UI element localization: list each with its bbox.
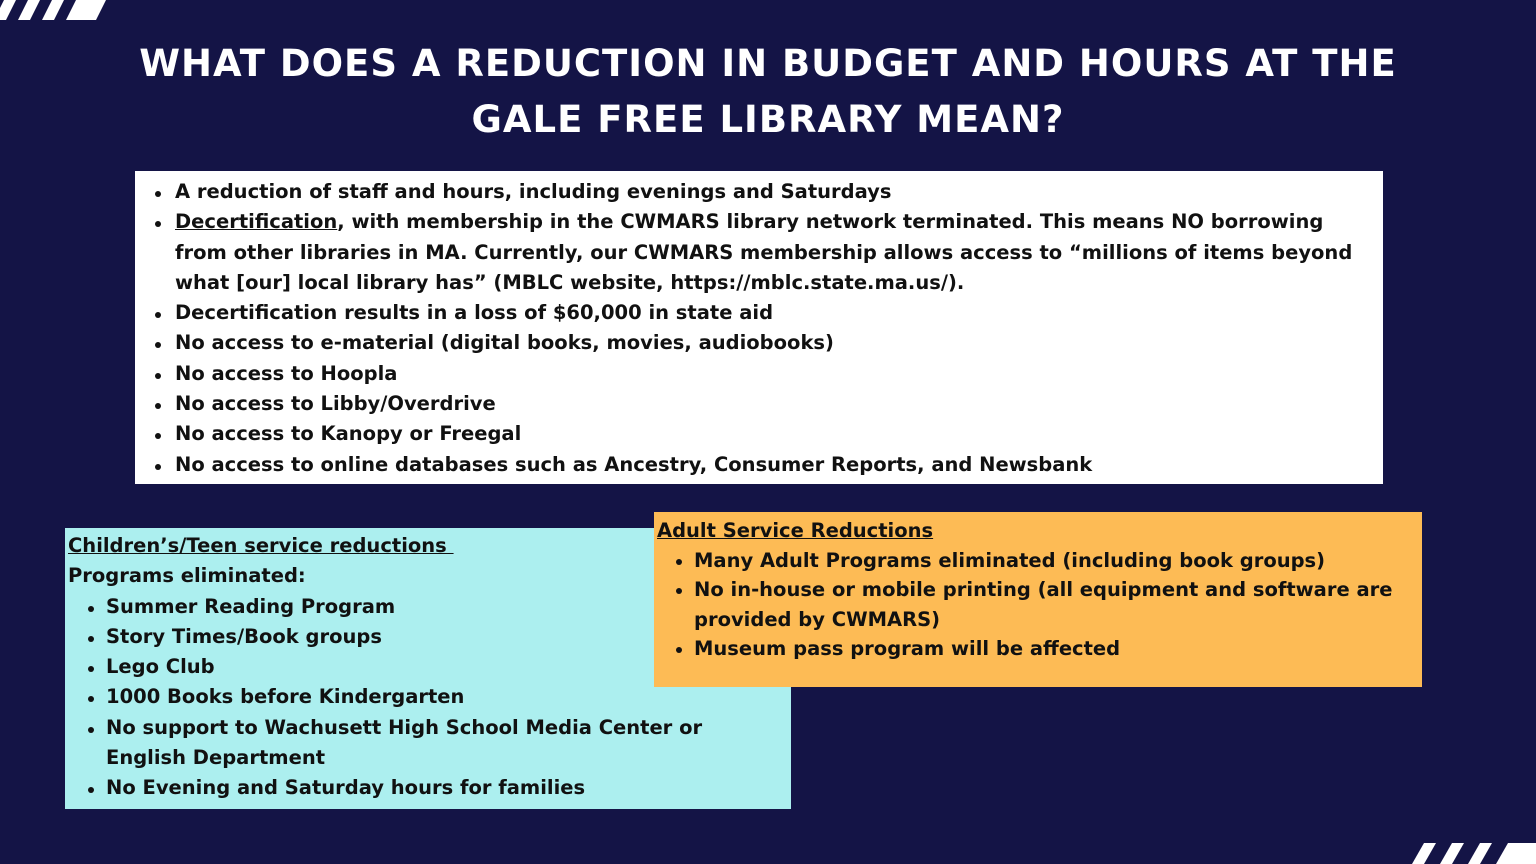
list-item: No access to Libby/Overdrive <box>175 389 1373 419</box>
list-item: Decertification results in a loss of $60,000 in state aid <box>175 298 1373 328</box>
list-item: Many Adult Programs eliminated (including book groups) <box>694 546 1412 576</box>
list-item: Summer Reading Program <box>106 592 785 622</box>
list-item: No Evening and Saturday hours for families <box>106 773 785 803</box>
adult-heading: Adult Service Reductions <box>657 519 934 542</box>
adult-service-box <box>654 512 1422 687</box>
list-item: No support to Wachusett High School Media Center or English Department <box>106 713 785 774</box>
decorative-stripes-top-left <box>0 0 110 20</box>
list-item: No access to e-material (digital books, movies, audiobooks) <box>175 328 1373 358</box>
general-impacts-box <box>135 171 1383 484</box>
title-line-1: WHAT DOES A REDUCTION IN BUDGET AND HOURS AT THE <box>139 42 1397 85</box>
kids-subheading: Programs eliminated: <box>68 564 306 588</box>
list-item: No access to online databases such as Ancestry, Consumer Reports, and Newsbank <box>175 450 1373 480</box>
decorative-stripes-bottom-right <box>1412 843 1536 864</box>
page-title <box>120 36 1416 148</box>
list-item: Decertification, with membership in the CWMARS library network terminated. This means NO borrowing from other libraries in MA. Currently, our CWMARS membership allows access to “millions of items beyond what [our] local library has” (MBLC website, https://mblc.state.ma.us/). <box>175 207 1373 298</box>
list-item: 1000 Books before Kindergarten <box>106 682 785 712</box>
list-item: Lego Club <box>106 652 785 682</box>
title-line-2: GALE FREE LIBRARY MEAN? <box>471 98 1065 141</box>
decertification-term: Decertification <box>175 210 338 234</box>
list-item: A reduction of staff and hours, including evenings and Saturdays <box>175 177 1373 207</box>
kids-heading: Children’s/Teen service reductions <box>68 534 454 557</box>
general-impacts-list <box>175 177 1373 480</box>
list-item: No access to Hoopla <box>175 359 1373 389</box>
list-item: Museum pass program will be affected <box>694 634 1412 664</box>
adult-list <box>657 546 1412 664</box>
list-item: No access to Kanopy or Freegal <box>175 419 1373 449</box>
list-item: No in-house or mobile printing (all equipment and software are provided by CWMARS) <box>694 575 1412 634</box>
list-item: Story Times/Book groups <box>106 622 785 652</box>
